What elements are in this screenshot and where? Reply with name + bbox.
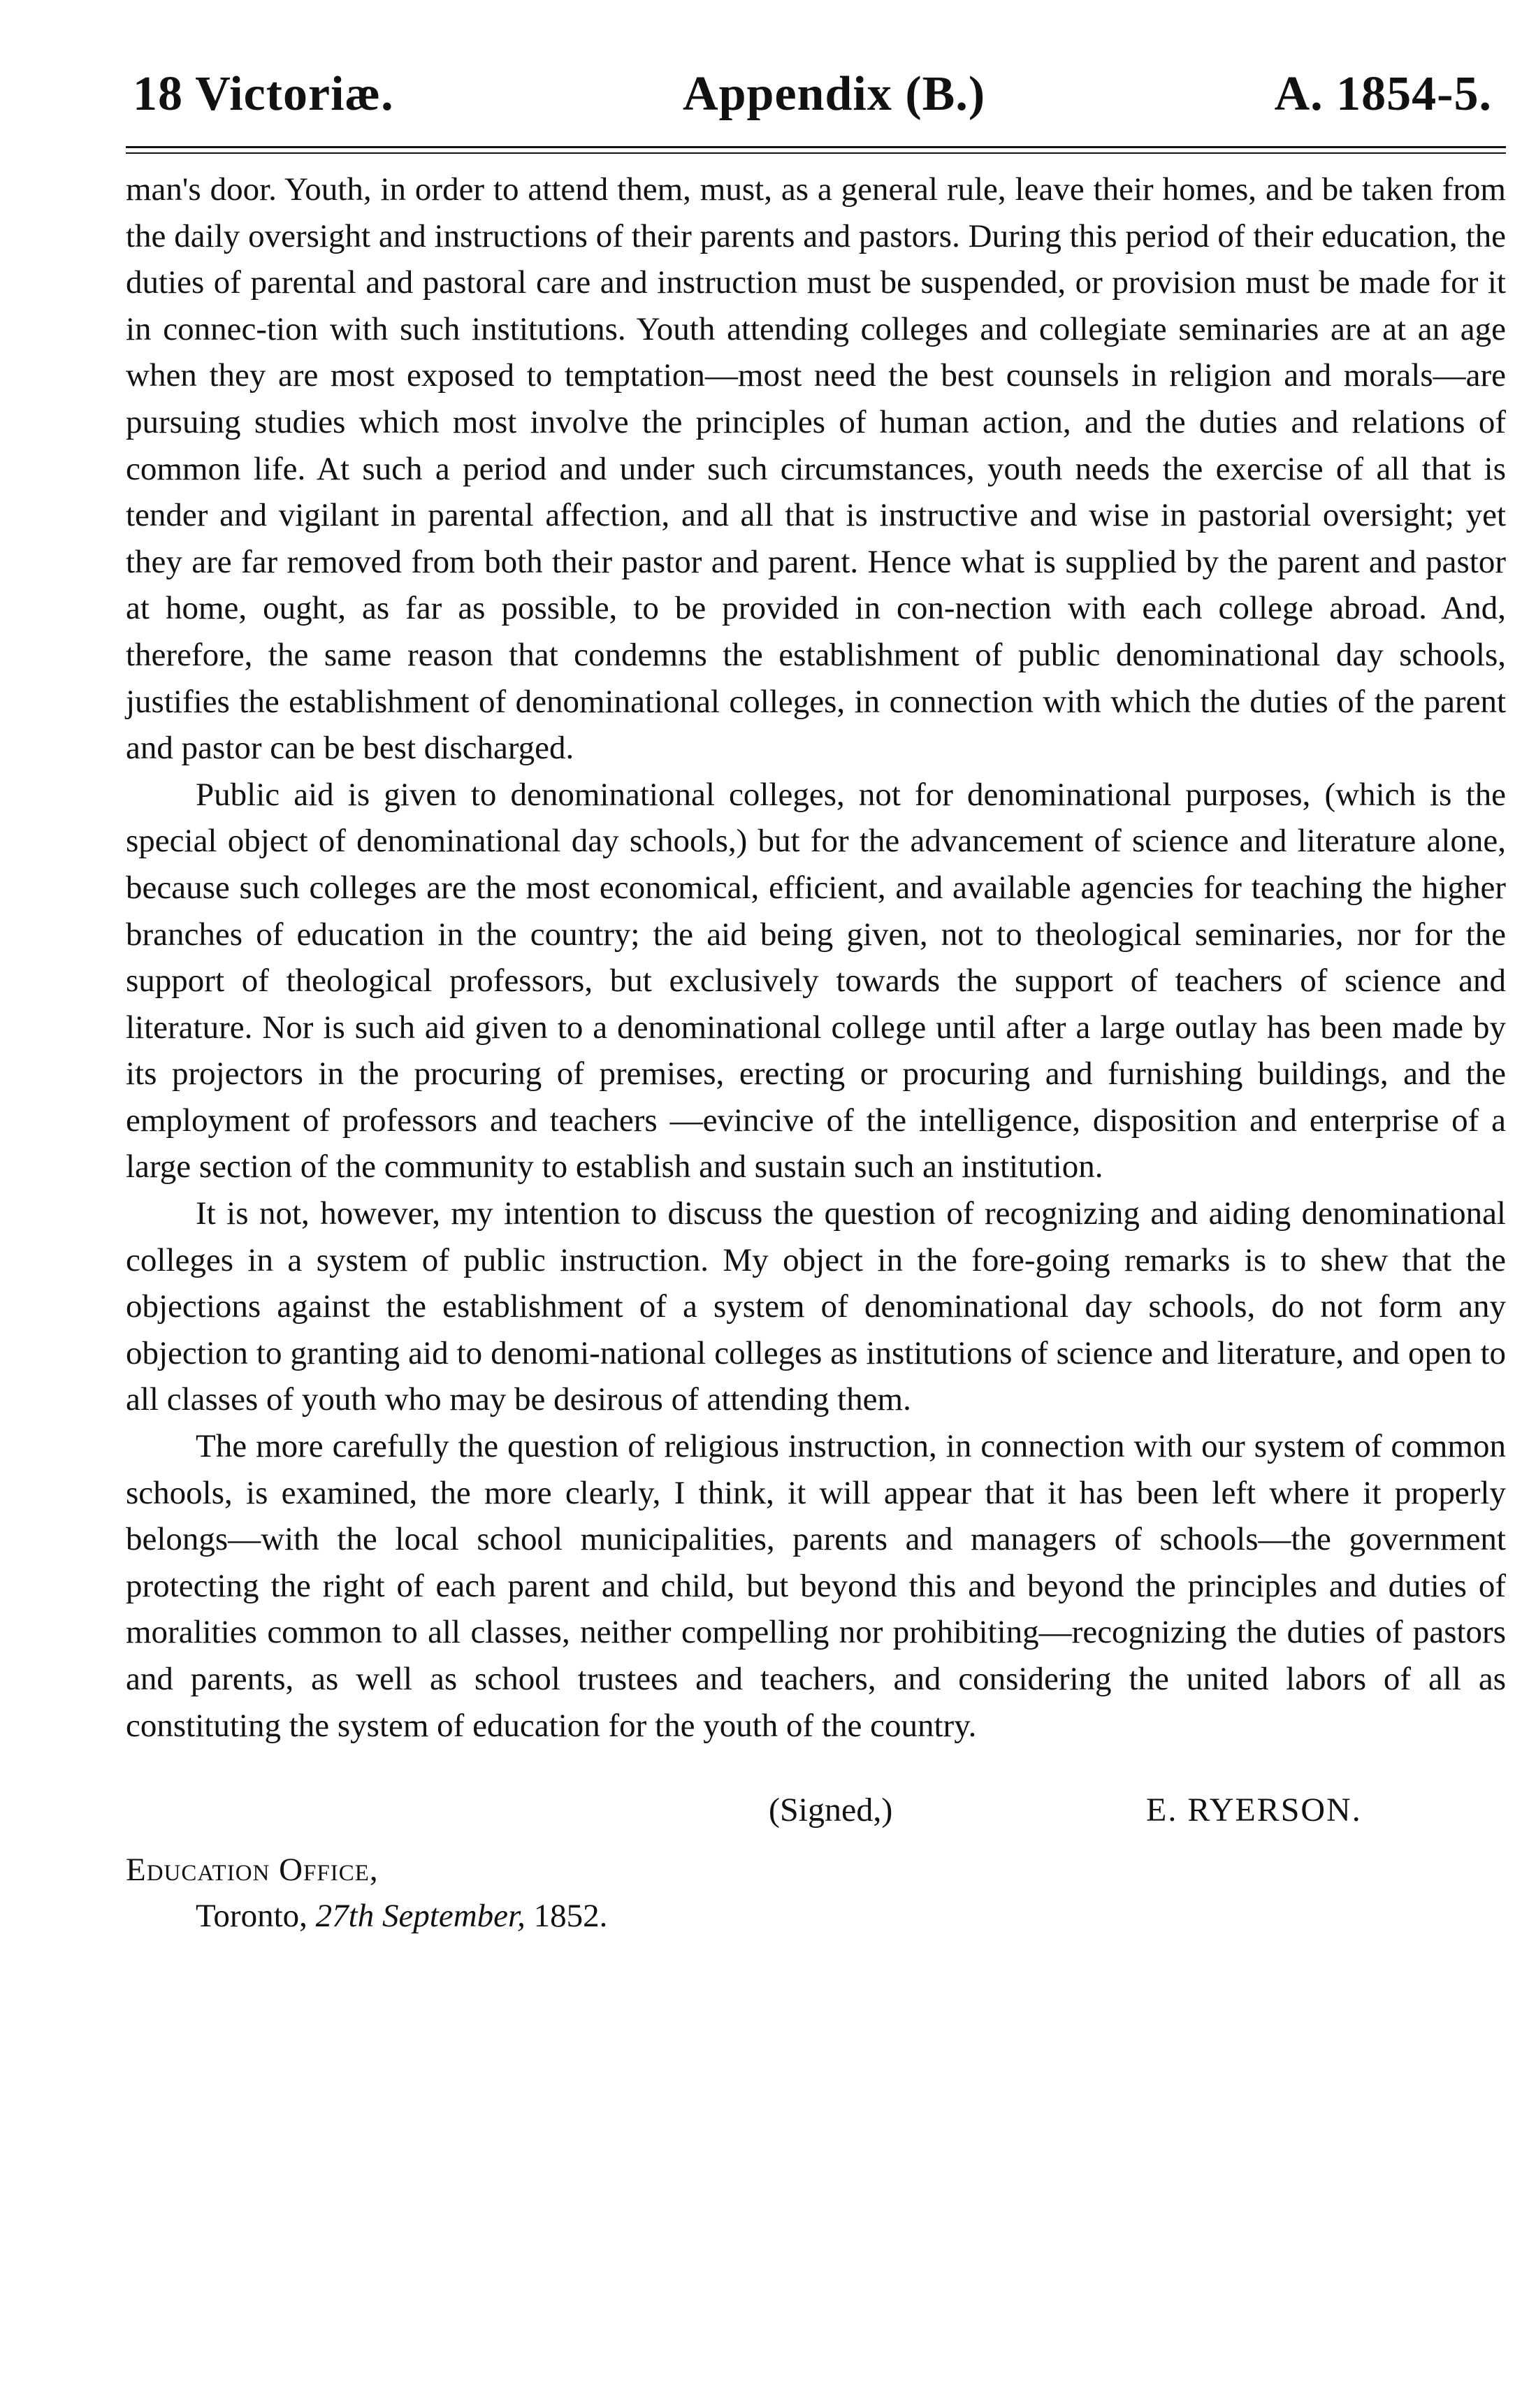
document-page [126, 66, 1506, 1939]
paragraph-4: The more carefully the question of religious instruction, in connection with our system of common schools, is examined, the more clearly, I think, it will appear that it has been left where it properly belongs—with the local school municipalities, parents and managers of schools—the government protecting the right of each parent and child, but beyond this and beyond the principles and duties of moralities common to all classes, neither compelling nor prohibiting—recognizing the duties of pastors and parents, as well as school trustees and teachers, and considering the united labors of all as constituting the system of education for the youth of the country. [126, 1428, 1506, 1744]
header-right: A. 1854-5. [1274, 67, 1492, 121]
header-rule [126, 146, 1506, 154]
office-block [126, 1847, 1506, 1939]
office-place: Toronto, [196, 1898, 316, 1935]
signer-name: E. RYERSON. [1146, 1791, 1362, 1829]
office-place-date [126, 1893, 1506, 1939]
body-text [126, 166, 1506, 1749]
office-name: Education Office, [126, 1852, 379, 1889]
running-header [126, 66, 1506, 136]
header-center: Appendix (B.) [683, 67, 986, 121]
paragraph-3: It is not, however, my intention to discuss the question of recognizing and aiding denominational colleges in a system of public instruction. My object in the fore-going remarks is to shew that the objections against the establishment of a system of denominational day schools, do not form any objection to granting aid to denomi-national colleges as institutions of science and literature, and open to all classes of youth who may be desirous of attending them. [126, 1195, 1506, 1418]
paragraph-1: man's door. Youth, in order to attend them, must, as a general rule, leave their homes, and be taken from the daily oversight and instructions of their parents and pastors. During this period of their education, the duties of parental and pastoral care and instruction must be suspended, or provision must be made for it in connec-tion with such institutions. Youth attending colleges and collegiate seminaries are at an age when they are most exposed to temptation—most need the best counsels in religion and morals—are pursuing studies which most involve the principles of human action, and the duties and relations of common life. At such a period and under such circumstances, youth needs the exercise of all that is tender and vigilant in parental affection, and all that is instructive and wise in pastorial oversight; yet they are far removed from both their pastor and parent. Hence what is supplied by the parent and pastor at home, ought, as far as possible, to be provided in con-nection with each college abroad. And, therefore, the same reason that condemns the establishment of public denominational day schools, justifies the establishment of denominational colleges, in connection with which the duties of the parent and pastor can be best discharged. [126, 171, 1506, 767]
office-year: 1852. [525, 1898, 608, 1935]
office-date: 27th September, [315, 1898, 526, 1935]
signature-block [126, 1749, 1506, 1847]
paragraph-2: Public aid is given to denominational colleges, not for denominational purposes, (which is the special object of denominational day schools,) but for the advancement of science and literature alone, because such colleges are the most economical, efficient, and available agencies for teaching the higher branches of education in the country; the aid being given, not to theological seminaries, nor for the support of theological professors, but exclusively towards the support of teachers of science and literature. Nor is such aid given to a denominational college until after a large outlay has been made by its projectors in the procuring of premises, erecting or procuring and furnishing buildings, and the employment of professors and teachers —evincive of the intelligence, disposition and enterprise of a large section of the community to establish and sustain such an institution. [126, 776, 1506, 1185]
signed-label: (Signed,) [769, 1791, 893, 1829]
header-left: 18 Victoriæ. [133, 67, 394, 121]
